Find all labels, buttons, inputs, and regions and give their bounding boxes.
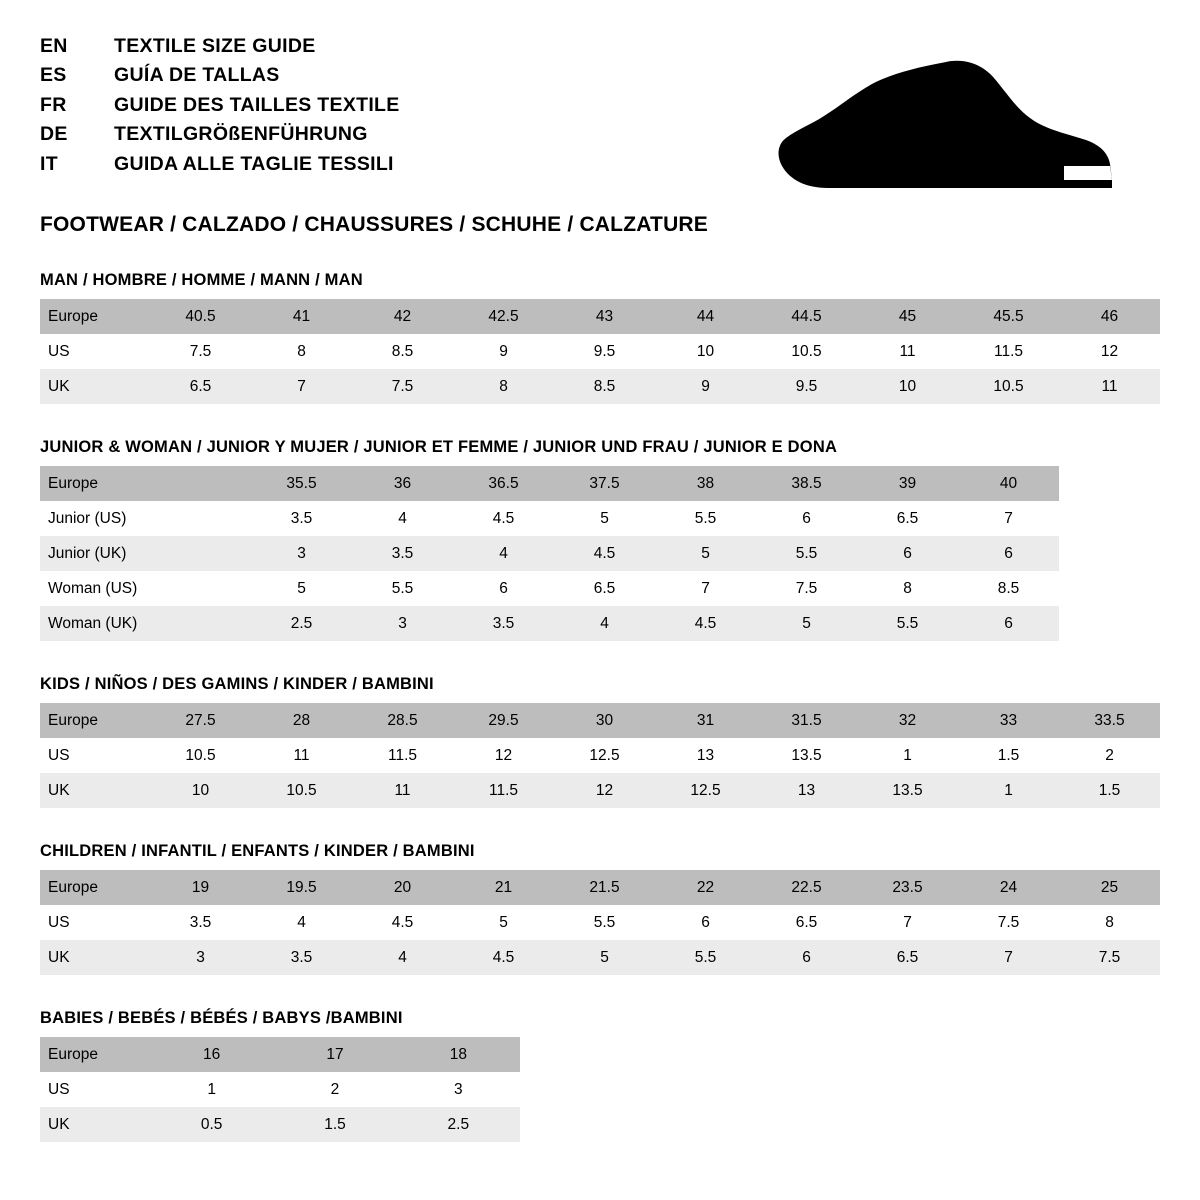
cell: 6.5 bbox=[857, 501, 958, 536]
cell: 2 bbox=[273, 1072, 396, 1107]
cell: 4.5 bbox=[655, 606, 756, 641]
cell: 7.5 bbox=[958, 905, 1059, 940]
cell: 9.5 bbox=[554, 334, 655, 369]
cell: 1.5 bbox=[1059, 773, 1160, 808]
cell: 33.5 bbox=[1059, 703, 1160, 738]
cell: 42 bbox=[352, 299, 453, 334]
cell: 3.5 bbox=[150, 905, 251, 940]
language-code: FR bbox=[40, 93, 67, 116]
row-label: US bbox=[40, 334, 150, 369]
cell: 39 bbox=[857, 466, 958, 501]
cell: 31 bbox=[655, 703, 756, 738]
cell: 24 bbox=[958, 870, 1059, 905]
row-label: UK bbox=[40, 1107, 150, 1142]
section-title: CHILDREN / INFANTIL / ENFANTS / KINDER / BAMBINI bbox=[40, 842, 475, 861]
cell: 7.5 bbox=[756, 571, 857, 606]
cell bbox=[150, 501, 251, 536]
row-label: Europe bbox=[40, 870, 150, 905]
language-title: TEXTILGRÖßENFÜHRUNG bbox=[114, 123, 368, 146]
section-children bbox=[40, 842, 1160, 975]
language-code: DE bbox=[40, 123, 68, 146]
language-title: GUIDE DES TAILLES TEXTILE bbox=[114, 93, 400, 116]
table-row bbox=[40, 738, 1160, 773]
cell: 2.5 bbox=[251, 606, 352, 641]
cell: 3.5 bbox=[251, 501, 352, 536]
cell: 36 bbox=[352, 466, 453, 501]
language-code: IT bbox=[40, 152, 58, 175]
row-label: UK bbox=[40, 773, 150, 808]
page-header bbox=[40, 36, 1160, 183]
cell: 13 bbox=[756, 773, 857, 808]
table-row bbox=[40, 940, 1160, 975]
cell: 1.5 bbox=[273, 1107, 396, 1142]
language-row bbox=[40, 36, 400, 65]
cell bbox=[150, 571, 251, 606]
table-row bbox=[40, 299, 1160, 334]
cell: 16 bbox=[150, 1037, 273, 1072]
cell: 40.5 bbox=[150, 299, 251, 334]
cell: 6 bbox=[756, 501, 857, 536]
cell: 33 bbox=[958, 703, 1059, 738]
cell: 10 bbox=[655, 334, 756, 369]
cell: 5 bbox=[554, 501, 655, 536]
cell: 44.5 bbox=[756, 299, 857, 334]
cell: 8 bbox=[1059, 905, 1160, 940]
cell: 21.5 bbox=[554, 870, 655, 905]
language-code: ES bbox=[40, 64, 67, 87]
cell: 31.5 bbox=[756, 703, 857, 738]
section-kids bbox=[40, 675, 1160, 808]
row-label: US bbox=[40, 1072, 150, 1107]
table-row bbox=[40, 606, 1160, 641]
size-table-junior-woman bbox=[40, 466, 1160, 641]
cell: 6 bbox=[756, 940, 857, 975]
row-label: UK bbox=[40, 940, 150, 975]
row-label: Junior (UK) bbox=[40, 536, 150, 571]
table-row bbox=[40, 1107, 520, 1142]
cell: 4 bbox=[251, 905, 352, 940]
cell: 28 bbox=[251, 703, 352, 738]
cell: 4.5 bbox=[453, 940, 554, 975]
cell: 12 bbox=[1059, 334, 1160, 369]
row-label: UK bbox=[40, 369, 150, 404]
table-row bbox=[40, 334, 1160, 369]
cell: 4 bbox=[352, 501, 453, 536]
cell: 38 bbox=[655, 466, 756, 501]
cell: 11 bbox=[251, 738, 352, 773]
cell: 3 bbox=[251, 536, 352, 571]
cell: 35.5 bbox=[251, 466, 352, 501]
row-label: US bbox=[40, 738, 150, 773]
cell: 8 bbox=[251, 334, 352, 369]
cell: 12 bbox=[453, 738, 554, 773]
cell bbox=[150, 466, 251, 501]
cell: 1 bbox=[150, 1072, 273, 1107]
cell: 3.5 bbox=[251, 940, 352, 975]
cell: 10.5 bbox=[150, 738, 251, 773]
table-row bbox=[40, 773, 1160, 808]
cell: 13.5 bbox=[857, 773, 958, 808]
cell: 1.5 bbox=[958, 738, 1059, 773]
cell: 5.5 bbox=[554, 905, 655, 940]
cell: 0.5 bbox=[150, 1107, 273, 1142]
cell: 8.5 bbox=[958, 571, 1059, 606]
cell: 4 bbox=[554, 606, 655, 641]
cell: 22 bbox=[655, 870, 756, 905]
cell: 20 bbox=[352, 870, 453, 905]
language-row bbox=[40, 124, 400, 153]
cell: 8 bbox=[453, 369, 554, 404]
section-title: BABIES / BEBÉS / BÉBÉS / BABYS /BAMBINI bbox=[40, 1009, 403, 1028]
cell: 44 bbox=[655, 299, 756, 334]
cell: 7.5 bbox=[150, 334, 251, 369]
cell: 5.5 bbox=[857, 606, 958, 641]
cell: 1 bbox=[958, 773, 1059, 808]
cell: 5.5 bbox=[655, 501, 756, 536]
cell: 23.5 bbox=[857, 870, 958, 905]
section-babies bbox=[40, 1009, 1160, 1142]
table-row bbox=[40, 536, 1160, 571]
language-title: GUIDA ALLE TAGLIE TESSILI bbox=[114, 152, 394, 175]
cell: 45 bbox=[857, 299, 958, 334]
cell: 6.5 bbox=[756, 905, 857, 940]
cell: 22.5 bbox=[756, 870, 857, 905]
cell: 32 bbox=[857, 703, 958, 738]
cell: 11.5 bbox=[958, 334, 1059, 369]
cell: 7 bbox=[958, 501, 1059, 536]
cell: 6.5 bbox=[554, 571, 655, 606]
table-row bbox=[40, 571, 1160, 606]
cell: 3 bbox=[352, 606, 453, 641]
section-title: MAN / HOMBRE / HOMME / MANN / MAN bbox=[40, 271, 363, 290]
cell: 10 bbox=[857, 369, 958, 404]
cell: 6 bbox=[857, 536, 958, 571]
language-row bbox=[40, 154, 400, 183]
table-row bbox=[40, 870, 1160, 905]
row-label: Junior (US) bbox=[40, 501, 150, 536]
section-man bbox=[40, 271, 1160, 404]
cell: 6.5 bbox=[150, 369, 251, 404]
cell: 36.5 bbox=[453, 466, 554, 501]
cell: 5 bbox=[554, 940, 655, 975]
cell: 46 bbox=[1059, 299, 1160, 334]
cell: 5.5 bbox=[756, 536, 857, 571]
cell: 30 bbox=[554, 703, 655, 738]
cell: 7 bbox=[655, 571, 756, 606]
cell: 7.5 bbox=[1059, 940, 1160, 975]
size-table-man bbox=[40, 299, 1160, 404]
cell: 4 bbox=[453, 536, 554, 571]
size-table-children bbox=[40, 870, 1160, 975]
cell: 9 bbox=[453, 334, 554, 369]
cell: 28.5 bbox=[352, 703, 453, 738]
cell: 9 bbox=[655, 369, 756, 404]
cell: 7 bbox=[857, 905, 958, 940]
cell: 1 bbox=[857, 738, 958, 773]
cell: 25 bbox=[1059, 870, 1160, 905]
page-title: FOOTWEAR / CALZADO / CHAUSSURES / SCHUHE / CALZATURE bbox=[40, 213, 709, 237]
cell: 18 bbox=[397, 1037, 520, 1072]
cell: 5.5 bbox=[352, 571, 453, 606]
section-title: KIDS / NIÑOS / DES GAMINS / KINDER / BAMBINI bbox=[40, 675, 434, 694]
cell: 8 bbox=[857, 571, 958, 606]
cell: 7.5 bbox=[352, 369, 453, 404]
cell: 27.5 bbox=[150, 703, 251, 738]
cell: 10.5 bbox=[958, 369, 1059, 404]
cell: 4.5 bbox=[453, 501, 554, 536]
language-title: TEXTILE SIZE GUIDE bbox=[114, 35, 316, 57]
cell: 6 bbox=[453, 571, 554, 606]
row-label: Europe bbox=[40, 299, 150, 334]
cell: 29.5 bbox=[453, 703, 554, 738]
cell: 6 bbox=[655, 905, 756, 940]
cell bbox=[150, 606, 251, 641]
row-label: Europe bbox=[40, 703, 150, 738]
cell: 12 bbox=[554, 773, 655, 808]
cell: 38.5 bbox=[756, 466, 857, 501]
cell: 8.5 bbox=[352, 334, 453, 369]
cell: 7 bbox=[251, 369, 352, 404]
cell: 3 bbox=[397, 1072, 520, 1107]
cell: 2 bbox=[1059, 738, 1160, 773]
table-row bbox=[40, 905, 1160, 940]
cell: 6.5 bbox=[857, 940, 958, 975]
row-label: Woman (UK) bbox=[40, 606, 150, 641]
cell: 43 bbox=[554, 299, 655, 334]
section-junior-woman bbox=[40, 438, 1160, 641]
cell: 5.5 bbox=[655, 940, 756, 975]
cell: 13 bbox=[655, 738, 756, 773]
cell: 11 bbox=[857, 334, 958, 369]
language-code: EN bbox=[40, 35, 68, 57]
cell: 17 bbox=[273, 1037, 396, 1072]
cell: 9.5 bbox=[756, 369, 857, 404]
cell: 40 bbox=[958, 466, 1059, 501]
cell: 8.5 bbox=[554, 369, 655, 404]
cell: 2.5 bbox=[397, 1107, 520, 1142]
cell: 3.5 bbox=[453, 606, 554, 641]
row-label: US bbox=[40, 905, 150, 940]
table-row bbox=[40, 703, 1160, 738]
cell: 45.5 bbox=[958, 299, 1059, 334]
cell: 10.5 bbox=[756, 334, 857, 369]
language-title-list bbox=[40, 36, 400, 183]
cell bbox=[150, 536, 251, 571]
cell: 42.5 bbox=[453, 299, 554, 334]
cell: 5 bbox=[251, 571, 352, 606]
cell: 4.5 bbox=[352, 905, 453, 940]
language-row bbox=[40, 65, 400, 94]
row-label: Europe bbox=[40, 1037, 150, 1072]
cell: 7 bbox=[958, 940, 1059, 975]
table-row bbox=[40, 1072, 520, 1107]
cell: 5 bbox=[453, 905, 554, 940]
language-title: GUÍA DE TALLAS bbox=[114, 64, 280, 87]
cell: 41 bbox=[251, 299, 352, 334]
cell: 13.5 bbox=[756, 738, 857, 773]
cell: 19.5 bbox=[251, 870, 352, 905]
cell: 6 bbox=[958, 606, 1059, 641]
table-row bbox=[40, 1037, 520, 1072]
cell: 11.5 bbox=[453, 773, 554, 808]
table-row bbox=[40, 466, 1160, 501]
cell: 11 bbox=[1059, 369, 1160, 404]
cell: 10 bbox=[150, 773, 251, 808]
row-label: Woman (US) bbox=[40, 571, 150, 606]
size-table-kids bbox=[40, 703, 1160, 808]
row-label: Europe bbox=[40, 466, 150, 501]
cell: 5 bbox=[756, 606, 857, 641]
cell: 12.5 bbox=[554, 738, 655, 773]
cell: 37.5 bbox=[554, 466, 655, 501]
cell: 6 bbox=[958, 536, 1059, 571]
cell: 3.5 bbox=[352, 536, 453, 571]
cell: 21 bbox=[453, 870, 554, 905]
cell: 12.5 bbox=[655, 773, 756, 808]
table-row bbox=[40, 369, 1160, 404]
section-title: JUNIOR & WOMAN / JUNIOR Y MUJER / JUNIOR ET FEMME / JUNIOR UND FRAU / JUNIOR E DONA bbox=[40, 438, 838, 457]
size-table-babies bbox=[40, 1037, 520, 1142]
table-row bbox=[40, 501, 1160, 536]
cell: 11 bbox=[352, 773, 453, 808]
cell: 10.5 bbox=[251, 773, 352, 808]
cell: 11.5 bbox=[352, 738, 453, 773]
cell: 3 bbox=[150, 940, 251, 975]
cell: 19 bbox=[150, 870, 251, 905]
cell: 4.5 bbox=[554, 536, 655, 571]
cell: 5 bbox=[655, 536, 756, 571]
dress-shoe-icon bbox=[768, 54, 1118, 199]
language-row bbox=[40, 95, 400, 124]
cell: 4 bbox=[352, 940, 453, 975]
